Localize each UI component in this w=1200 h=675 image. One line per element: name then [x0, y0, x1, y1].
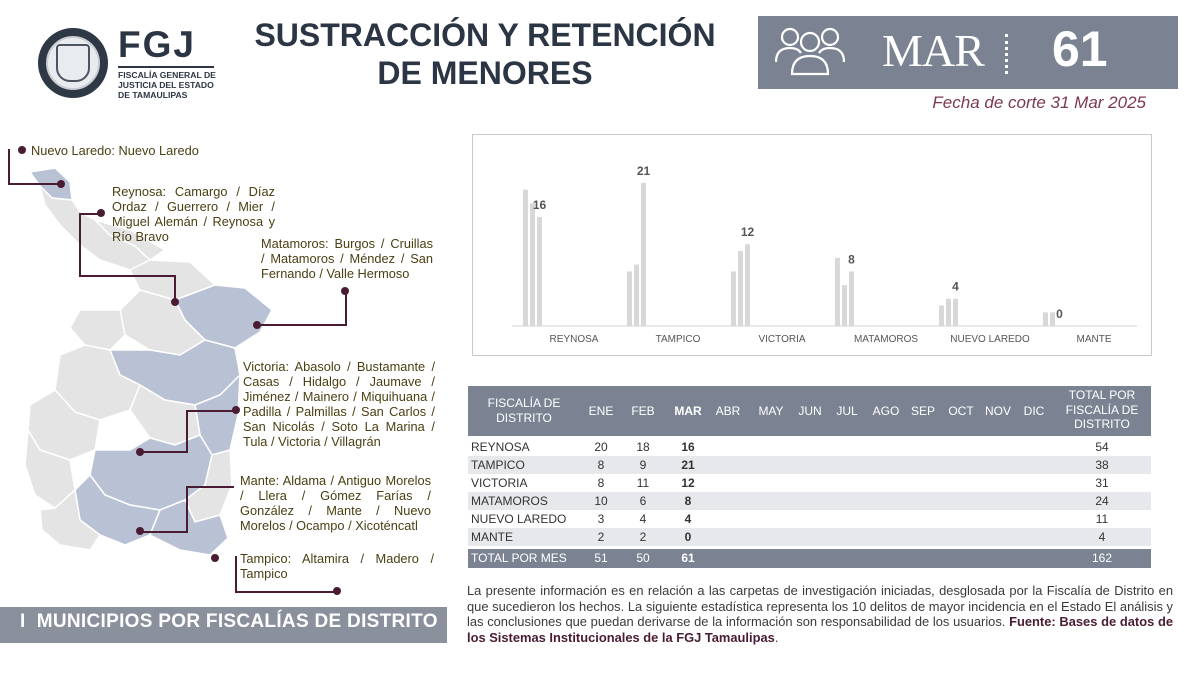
- cell-mar: 12: [681, 476, 695, 490]
- col-header-mar: MAR: [674, 404, 702, 418]
- col-header-ago: AGO: [872, 404, 900, 418]
- cell-mar: 4: [684, 512, 692, 526]
- description-period: .: [774, 629, 779, 645]
- source-note: Fuente: Bases de datos de los Sistemas Institucionales de la FGJ Tamaulipas: [467, 614, 1173, 645]
- cell-mar: 0: [684, 530, 692, 544]
- category-label: NUEVO LAREDO: [950, 334, 1030, 345]
- data-label: 12: [740, 225, 755, 240]
- section-footer-title: I MUNICIPIOS POR FISCALÍAS DE DISTRITO: [20, 611, 438, 632]
- district-bar-chart: [472, 134, 1150, 354]
- connector-dot: [341, 287, 349, 295]
- cell-ene: 3: [597, 512, 605, 526]
- connector-line: [186, 410, 188, 452]
- banner-total: 61: [1052, 21, 1108, 77]
- cell-feb: 11: [636, 476, 650, 490]
- label-matamoros: Matamoros: Burgos / Cruillas / Matamoros / Méndez / San Fernando / Valle Hermoso: [261, 236, 433, 281]
- table-header: [468, 386, 1151, 436]
- cell-district: MATAMOROS: [471, 494, 548, 508]
- label-victoria: Victoria: Abasolo / Bustamante / Casas / Hidalgo / Jaumave / Jiménez / Mainero / Miquihuana / Padilla / Palmillas / San Carlos / San Nicolás / Soto La Marina / Tula / Victoria / Villagrán: [243, 359, 435, 449]
- cell-feb: 6: [639, 494, 647, 508]
- connector-line: [140, 531, 188, 533]
- bar-mante-ene: [1043, 312, 1048, 326]
- table-row: [468, 510, 1151, 528]
- table-row: [468, 528, 1151, 546]
- connector-line: [186, 486, 188, 532]
- map-region-burgos: [70, 310, 125, 350]
- col-header-jun: JUN: [798, 404, 822, 418]
- cell-ene: 2: [597, 530, 605, 544]
- col-header-district: FISCALÍA DE DISTRITO: [487, 396, 561, 425]
- description-text: La presente información es en relación a las carpetas de investigación iniciadas, desglosada por la Fiscalía de Distrito en que sucedieron los hechos. La siguiente estadística representa los 10 delitos de mayor incidencia en el Estado El análisis y las conclusiones que puedan derivarse de la información son responsabilidad de los usuarios.: [467, 583, 1173, 629]
- label-mante: Mante: Aldama / Antiguo Morelos / Llera / Gómez Farías / González / Mante / Nuevo Morelos / Ocampo / Xicoténcatl: [240, 473, 431, 533]
- table-row: [468, 438, 1151, 456]
- connector-line: [8, 149, 10, 184]
- cell-total-ene: 51: [594, 551, 608, 565]
- connector-dot: [136, 448, 144, 456]
- category-label: MANTE: [1076, 334, 1112, 345]
- cell-feb: 9: [639, 458, 647, 472]
- fgj-logo-seal: [38, 28, 108, 98]
- banner-month: MAR: [882, 25, 984, 76]
- table-row: [468, 474, 1151, 492]
- connector-dot: [232, 406, 240, 414]
- connector-line: [140, 451, 188, 453]
- cell-ene: 20: [594, 440, 608, 454]
- col-header-total: TOTAL POR FISCALÍA DE DISTRITO: [1065, 388, 1139, 431]
- cell-district: VICTORIA: [471, 476, 528, 490]
- data-label: 0: [1056, 307, 1063, 321]
- bar-reynosa-mar: [537, 217, 542, 326]
- col-header-jul: JUL: [836, 404, 858, 418]
- cell-district: REYNOSA: [471, 440, 530, 454]
- bar-tampico-mar: [641, 183, 646, 326]
- bar-tampico-feb: [634, 265, 639, 326]
- cell-feb: 18: [636, 440, 650, 454]
- col-header-dic: DIC: [1023, 404, 1045, 418]
- col-header-may: MAY: [758, 404, 784, 418]
- bar-victoria-ene: [731, 271, 736, 326]
- people-group-icon: [772, 22, 848, 82]
- category-label: TAMPICO: [655, 334, 701, 345]
- bar-mante-feb: [1050, 312, 1055, 326]
- data-label: 8: [848, 252, 855, 267]
- table-row: [468, 456, 1151, 474]
- seal-emblem-icon: [46, 36, 100, 90]
- connector-line: [258, 324, 347, 326]
- data-label: 16: [532, 197, 547, 212]
- banner-separator: [1005, 34, 1008, 74]
- bar-matamoros-ene: [835, 258, 840, 326]
- cell-ene: 8: [597, 458, 605, 472]
- connector-dot: [333, 587, 341, 595]
- bar-reynosa-feb: [530, 203, 535, 326]
- cell-total-feb: 50: [636, 551, 650, 565]
- cell-ene: 10: [594, 494, 608, 508]
- connector-dot: [136, 527, 144, 535]
- connector-dot: [57, 180, 65, 188]
- bar-victoria-feb: [738, 251, 743, 326]
- connector-line: [79, 275, 176, 277]
- title-line-2: DE MENORES: [377, 55, 593, 91]
- connector-dot: [253, 321, 261, 329]
- table-row: [468, 492, 1151, 510]
- cell-total: 4: [1098, 530, 1106, 544]
- col-header-ene: ENE: [588, 404, 614, 418]
- footer-title-text: MUNICIPIOS POR FISCALÍAS DE DISTRITO: [36, 611, 438, 632]
- bar-tampico-ene: [627, 271, 632, 326]
- col-header-sep: SEP: [910, 404, 935, 418]
- connector-line: [345, 291, 347, 325]
- col-header-abr: ABR: [715, 404, 741, 418]
- page-title: [230, 16, 740, 92]
- category-label: REYNOSA: [549, 334, 599, 345]
- connector-line: [186, 486, 234, 488]
- cell-total-mar: 61: [681, 551, 695, 565]
- col-header-oct: OCT: [948, 404, 974, 418]
- cell-total: 54: [1095, 440, 1109, 454]
- cell-district: MANTE: [471, 530, 513, 544]
- col-header-feb: FEB: [631, 404, 655, 418]
- cell-total: 31: [1095, 476, 1109, 490]
- label-nuevo-laredo: Nuevo Laredo: Nuevo Laredo: [31, 143, 199, 158]
- cell-total: 11: [1095, 512, 1109, 526]
- cell-total: 38: [1095, 458, 1109, 472]
- cell-feb: 2: [639, 530, 647, 544]
- bar-victoria-mar: [745, 244, 750, 326]
- bar-matamoros-feb: [842, 285, 847, 326]
- cell-district: NUEVO LAREDO: [471, 512, 567, 526]
- cell-mar: 21: [681, 458, 695, 472]
- bar-matamoros-mar: [849, 271, 854, 326]
- category-label: MATAMOROS: [853, 334, 919, 345]
- cell-mar: 8: [684, 494, 692, 508]
- connector-dot: [171, 298, 179, 306]
- connector-dot: [18, 146, 26, 154]
- bar-nuevo-laredo-feb: [946, 299, 951, 326]
- connector-line: [8, 183, 62, 185]
- connector-dot: [97, 209, 105, 217]
- bar-nuevo-laredo-mar: [953, 299, 958, 326]
- connector-line: [235, 591, 337, 593]
- connector-line: [186, 410, 236, 412]
- table-total-row: [468, 549, 1151, 568]
- bar-nuevo-laredo-ene: [939, 306, 944, 326]
- data-label: 21: [636, 163, 651, 178]
- bar-reynosa-ene: [523, 190, 528, 326]
- category-label: VICTORIA: [758, 334, 806, 345]
- cell-district: TAMPICO: [471, 458, 525, 472]
- label-tampico: Tampico: Altamira / Madero / Tampico: [240, 551, 434, 581]
- cell-total: 24: [1095, 494, 1109, 508]
- label-reynosa: Reynosa: Camargo / Díaz Ordaz / Guerrero / Mier / Miguel Alemán / Reynosa y Río Bravo: [112, 184, 275, 244]
- cutoff-date: Fecha de corte 31 Mar 2025: [932, 93, 1146, 112]
- cell-feb: 4: [639, 512, 647, 526]
- logo-wordmark: FGJ: [118, 24, 196, 65]
- data-label: 4: [952, 279, 959, 294]
- cell-grand-total: 162: [1091, 551, 1113, 565]
- cell-ene: 8: [597, 476, 605, 490]
- connector-dot: [211, 554, 219, 562]
- connector-line: [79, 213, 81, 277]
- logo-subtitle: FISCALÍA GENERAL DE JUSTICIA DEL ESTADO DE TAMAULIPAS: [118, 70, 216, 100]
- cell-mar: 16: [681, 440, 695, 454]
- cell-total-label: TOTAL POR MES: [471, 551, 567, 565]
- col-header-nov: NOV: [984, 404, 1011, 418]
- description-paragraph: [467, 583, 1173, 645]
- connector-line: [235, 556, 237, 592]
- logo-divider: [118, 66, 214, 68]
- title-line-1: SUSTRACCIÓN Y RETENCIÓN: [254, 17, 716, 53]
